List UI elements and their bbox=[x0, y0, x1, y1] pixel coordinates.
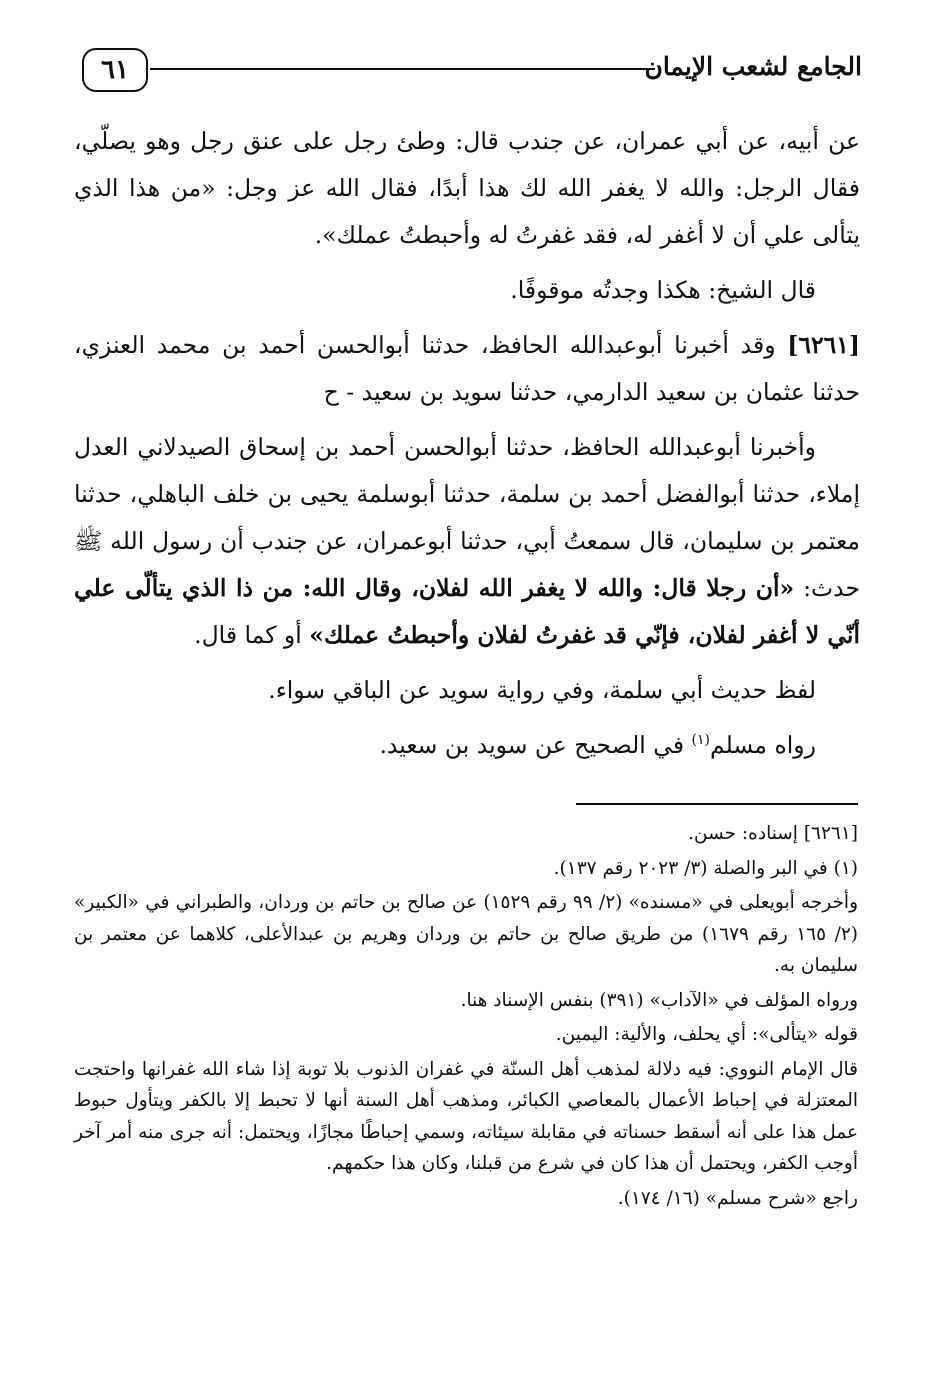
footnote-isnad: [٦٢٦١] إسناده: حسن. bbox=[688, 823, 858, 844]
footnote-gloss: قوله «يتألى»: أي يحلف، والألية: اليمين. bbox=[555, 1024, 858, 1045]
running-title: الجامع لشعب الإيمان bbox=[644, 52, 862, 81]
paragraph-6-before: رواه مسلم bbox=[710, 731, 816, 759]
footnote-takhrij: وأخرجه أبويعلى في «مسنده» (٢/ ٩٩ رقم ١٥٢٩) عن صالح بن حاتم بن وردان، والطبراني في «الكبير» (٢/ ١٦٥ رقم ١٦٧٩) من طريق صالح بن حاتم بن وردان وهريم بن عبدالأعلى، كلاهما عن معتمر بن سليمان به. bbox=[74, 892, 859, 976]
footnote-nawawi: قال الإمام النووي: فيه دلالة لمذهب أهل السنّة في غفران الذنوب بلا توبة إذا شاء الله غفرانها واحتجت المعتزلة في إحباط الأعمال بالمعاصي الكبائر، ومذهب أهل السنة أنها لا تحبط إلا بالكفر ويتأول حبوط عمل هذا على أنه أسقط حسناته في مقابلة سيئاته، وسمي إحباطًا مجازًا، ويحتمل: أنه جرى منه أمر آخر أوجب الكفر، ويحتمل أن هذا كان في شرع من قبلنا، وكان هذا حكمهم. bbox=[74, 1058, 858, 1174]
footnote-adab: ورواه المؤلف في «الآداب» (٣٩١) بنفس الإسناد هنا. bbox=[460, 989, 858, 1011]
main-text bbox=[74, 118, 860, 769]
paragraph-4-tail: أو كما قال. bbox=[194, 621, 310, 649]
paragraph-3-text: وقد أخبرنا أبوعبدالله الحافظ، حدثنا أبوالحسن أحمد بن محمد العنزي، حدثنا عثمان بن سعيد الدارمي، حدثنا سويد بن سعيد - ح bbox=[74, 331, 860, 406]
paragraph-6 bbox=[74, 722, 860, 769]
footnote-separator bbox=[576, 803, 858, 805]
hadith-number: [٦٢٦١] bbox=[787, 331, 860, 359]
header-rule bbox=[150, 68, 655, 70]
paragraph-5: لفظ حديث أبي سلمة، وفي رواية سويد عن الباقي سواء. bbox=[268, 676, 816, 704]
paragraph-3 bbox=[74, 322, 860, 416]
footnote-reference[interactable]: (١) bbox=[691, 732, 711, 749]
paragraph-4-text: وأخبرنا أبوعبدالله الحافظ، حدثنا أبوالحسن أحمد بن إسحاق الصيدلاني العدل إملاء، حدثنا أبوالفضل أحمد بن سلمة، حدثنا أبوسلمة يحيى بن خلف الباهلي، حدثنا معتمر بن سليمان، قال سمعتُ أبي، حدثنا أبوعمران، عن جندب أن رسول الله ﷺ حدث: bbox=[74, 433, 860, 602]
paragraph-6-after: في الصحيح عن سويد بن سعيد. bbox=[379, 731, 692, 759]
paragraph-4 bbox=[74, 424, 860, 659]
hadith-matn: «أن رجلا قال: والله لا يغفر الله لفلان، وقال الله: من ذا الذي يتألّى علي أنّي لا أغفر لفلان، فإنّي قد غفرتُ لفلان وأحبطتُ عملك» bbox=[74, 574, 860, 649]
footnote-1: (١) في البر والصلة (٣/ ٢٠٢٣ رقم ١٣٧). bbox=[553, 857, 858, 879]
footnotes bbox=[74, 818, 858, 1214]
footnote-reference-sharh: راجع «شرح مسلم» (١٦/ ١٧٤). bbox=[617, 1187, 858, 1209]
page-number: ٦١ bbox=[82, 48, 148, 92]
paragraph-1: عن أبيه، عن أبي عمران، عن جندب قال: وطئ رجل على عنق رجل وهو يصلّي، فقال الرجل: والله لا يغفر الله لك هذا أبدًا، فقال الله عز وجل: «من هذا الذي يتألى علي أن لا أغفر له، فقد غفرتُ له وأحبطتُ عملك». bbox=[74, 127, 860, 249]
paragraph-2: قال الشيخ: هكذا وجدتُه موقوفًا. bbox=[510, 276, 816, 304]
